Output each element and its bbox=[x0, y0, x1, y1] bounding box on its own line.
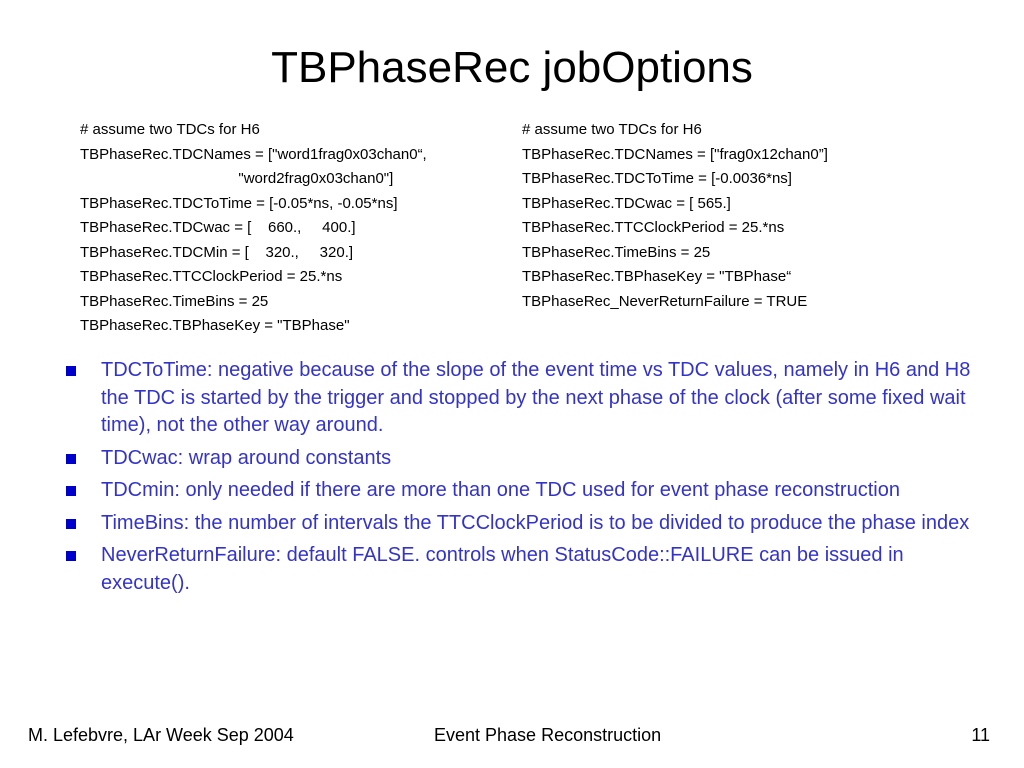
square-bullet-icon bbox=[66, 519, 76, 529]
bullet-text: TimeBins: the number of intervals the TTCClockPeriod is to be divided to produce the phase index bbox=[101, 511, 970, 534]
code-line: TBPhaseRec_NeverReturnFailure = TRUE bbox=[522, 292, 808, 310]
page-number: 11 bbox=[971, 725, 990, 745]
code-block-left bbox=[80, 118, 500, 339]
code-line: # assume two TDCs for H6 bbox=[80, 121, 260, 138]
code-block-right bbox=[522, 118, 942, 314]
code-line: TBPhaseRec.TDCToTime = [-0.0036*ns] bbox=[522, 170, 792, 187]
code-line: "word2frag0x03chan0"] bbox=[80, 170, 394, 187]
code-line: TBPhaseRec.TDCNames = ["word1frag0x03chan0“, bbox=[80, 145, 427, 163]
bullet-text: TDCwac: wrap around constants bbox=[101, 446, 392, 469]
bullet-item bbox=[66, 445, 986, 473]
footer-author: M. Lefebvre, LAr Week Sep 2004 bbox=[28, 725, 294, 745]
code-line: TBPhaseRec.TDCNames = ["frag0x12chan0”] bbox=[522, 145, 828, 163]
code-line: TBPhaseRec.TDCwac = [ 565.] bbox=[522, 194, 731, 212]
code-line: TBPhaseRec.TBPhaseKey = "TBPhase" bbox=[80, 317, 350, 334]
square-bullet-icon bbox=[66, 551, 76, 561]
code-line: TBPhaseRec.TTCClockPeriod = 25.*ns bbox=[522, 219, 785, 236]
bullet-item bbox=[66, 357, 986, 440]
code-line: TBPhaseRec.TDCToTime = [-0.05*ns, -0.05*ns] bbox=[80, 194, 398, 212]
square-bullet-icon bbox=[66, 366, 76, 376]
bullet-item bbox=[66, 510, 986, 538]
bullet-item bbox=[66, 542, 986, 597]
bullet-list bbox=[66, 357, 986, 602]
code-line: TBPhaseRec.TimeBins = 25 bbox=[80, 292, 269, 310]
bullet-item bbox=[66, 477, 986, 505]
code-line: TBPhaseRec.TDCMin = [ 320., 320.] bbox=[80, 243, 354, 261]
square-bullet-icon bbox=[66, 454, 76, 464]
footer-title: Event Phase Reconstruction bbox=[434, 725, 662, 745]
bullet-text: TDCmin: only needed if there are more than one TDC used for event phase reconstruction bbox=[101, 479, 900, 501]
code-line: TBPhaseRec.TDCwac = [ 660., 400.] bbox=[80, 219, 356, 236]
code-line: TBPhaseRec.TBPhaseKey = "TBPhase“ bbox=[522, 268, 792, 285]
slide-title: TBPhaseRec jobOptions bbox=[271, 43, 753, 92]
code-line: TBPhaseRec.TimeBins = 25 bbox=[522, 243, 711, 261]
code-line: # assume two TDCs for H6 bbox=[522, 121, 702, 138]
bullet-text: NeverReturnFailure: default FALSE. controls when StatusCode::FAILURE can be issued in execute(). bbox=[101, 544, 904, 594]
square-bullet-icon bbox=[66, 486, 76, 496]
code-line: TBPhaseRec.TTCClockPeriod = 25.*ns bbox=[80, 268, 343, 285]
bullet-text: TDCToTime: negative because of the slope of the event time vs TDC values, namely in H6 and H8 the TDC is started by the trigger and stopped by the next phase of the clock (after some fixed wait time), not the other way around. bbox=[101, 359, 971, 436]
